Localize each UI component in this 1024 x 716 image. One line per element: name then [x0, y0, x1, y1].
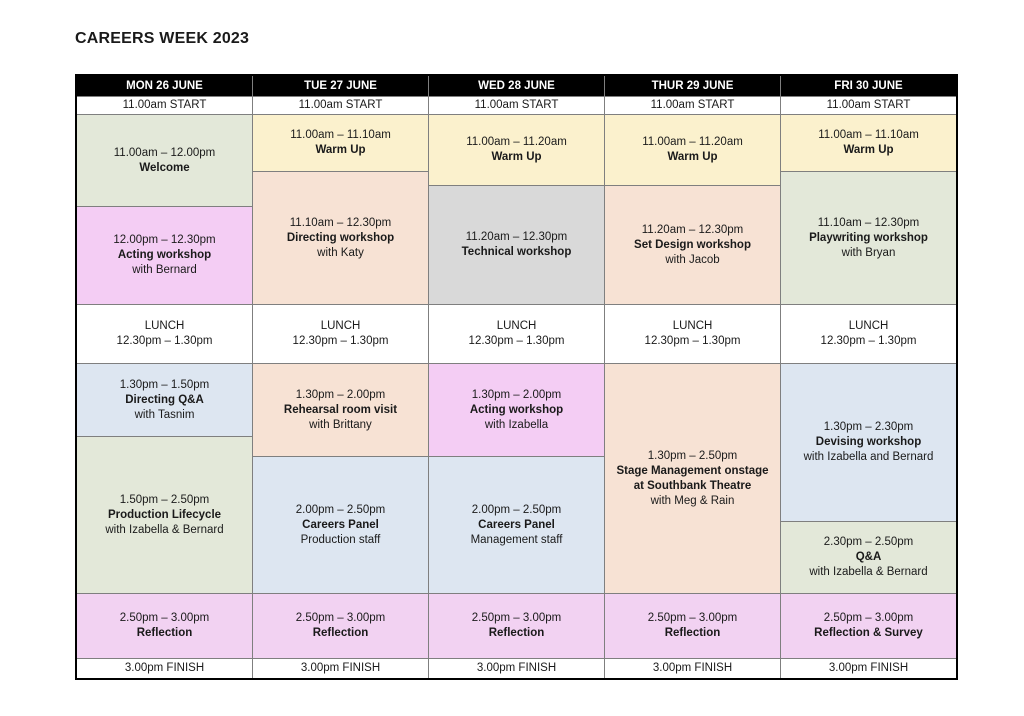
session-cell: [605, 364, 780, 594]
session-cell: [429, 115, 604, 186]
finish-cell: 3.00pm FINISH: [429, 659, 604, 678]
lunch-cell: [605, 305, 780, 364]
session-time: 11.20am – 12.30pm: [465, 231, 568, 243]
session-title: Production Lifecycle: [107, 508, 222, 521]
session-time: 11.00am – 11.20am: [466, 136, 567, 148]
reflection-cell: [605, 594, 780, 659]
lunch-cell: [429, 305, 604, 364]
lunch-cell: [77, 305, 252, 364]
session-title: Warm Up: [667, 151, 718, 163]
reflection-cell: [781, 594, 956, 659]
session-time: 11.10am – 12.30pm: [817, 216, 920, 229]
finish-cell: 3.00pm FINISH: [605, 659, 780, 678]
session-title: Warm Up: [843, 144, 894, 156]
session-presenter: with Bryan: [841, 246, 896, 259]
session-title: Careers Panel: [478, 518, 555, 531]
lunch-label: LUNCH: [496, 320, 537, 332]
session-cell: [429, 457, 604, 594]
lunch-time: 12.30pm – 1.30pm: [644, 335, 741, 347]
start-cell: 11.00am START: [605, 97, 780, 115]
session-title: Q&A: [855, 551, 882, 563]
session-title: Rehearsal room visit: [283, 403, 398, 416]
day-column-thursday: [605, 76, 781, 678]
session-title: Careers Panel: [302, 518, 379, 531]
session-title: Welcome: [139, 161, 190, 174]
finish-cell: 3.00pm FINISH: [253, 659, 428, 678]
lunch-time: 12.30pm – 1.30pm: [292, 335, 389, 347]
session-time: 2.50pm – 3.00pm: [119, 612, 210, 624]
session-time: 11.00am – 12.00pm: [113, 146, 216, 159]
lunch-label: LUNCH: [672, 320, 713, 332]
session-time: 11.10am – 12.30pm: [289, 216, 392, 229]
reflection-cell: [429, 594, 604, 659]
session-cell: [429, 364, 604, 457]
reflection-cell: [77, 594, 252, 659]
session-presenter: Management staff: [470, 533, 563, 546]
session-time: 1.50pm – 2.50pm: [119, 493, 210, 506]
start-cell: 11.00am START: [781, 97, 956, 115]
session-title: Directing workshop: [286, 231, 395, 244]
session-cell: [253, 364, 428, 457]
session-time: 11.20am – 12.30pm: [641, 223, 744, 236]
session-time: 2.50pm – 3.00pm: [823, 612, 914, 624]
session-title: Reflection: [312, 627, 369, 639]
day-column-tuesday: [253, 76, 429, 678]
session-time: 1.30pm – 2.50pm: [647, 449, 738, 462]
session-presenter: with Meg & Rain: [650, 494, 735, 507]
session-time: 12.00pm – 12.30pm: [113, 234, 216, 246]
session-time: 2.30pm – 2.50pm: [823, 536, 914, 548]
session-time: 2.50pm – 3.00pm: [295, 612, 386, 624]
session-time: 1.30pm – 1.50pm: [119, 378, 210, 391]
session-presenter: with Bernard: [132, 264, 197, 276]
session-cell: [77, 207, 252, 305]
session-title: Warm Up: [315, 144, 366, 156]
session-time: 1.30pm – 2.00pm: [471, 388, 562, 401]
session-time: 2.00pm – 2.50pm: [295, 503, 386, 516]
lunch-label: LUNCH: [848, 320, 889, 332]
session-cell: [253, 115, 428, 172]
start-cell: 11.00am START: [253, 97, 428, 115]
day-header: THUR 29 JUNE: [605, 76, 780, 97]
start-cell: 11.00am START: [429, 97, 604, 115]
session-title: Playwriting workshop: [809, 231, 928, 244]
session-cell: [77, 437, 252, 594]
lunch-cell: [781, 305, 956, 364]
session-presenter: with Izabella and Bernard: [803, 451, 934, 463]
session-title: Reflection: [488, 627, 545, 639]
day-column-friday: [781, 76, 956, 678]
session-time: 2.50pm – 3.00pm: [647, 612, 738, 624]
start-cell: 11.00am START: [77, 97, 252, 115]
session-title: Devising workshop: [815, 436, 922, 448]
session-presenter: with Jacob: [665, 253, 720, 266]
session-time: 11.00am – 11.10am: [818, 129, 919, 141]
session-cell: [253, 172, 428, 305]
session-presenter: with Izabella: [484, 418, 549, 431]
session-title: Reflection: [136, 627, 193, 639]
session-presenter: with Izabella & Bernard: [809, 566, 928, 578]
session-title: Directing Q&A: [125, 393, 204, 406]
session-cell: [253, 457, 428, 594]
day-column-wednesday: [429, 76, 605, 678]
day-column-monday: [77, 76, 253, 678]
session-cell: [77, 115, 252, 207]
session-presenter: with Brittany: [309, 418, 372, 431]
session-time: 1.30pm – 2.30pm: [823, 421, 914, 433]
schedule-table: [75, 74, 958, 680]
session-presenter: Production staff: [300, 533, 381, 546]
session-title: Reflection: [664, 627, 721, 639]
session-title: Reflection & Survey: [814, 627, 923, 639]
session-time: 1.30pm – 2.00pm: [295, 388, 386, 401]
day-header: MON 26 JUNE: [77, 76, 252, 97]
session-time: 2.00pm – 2.50pm: [471, 503, 562, 516]
session-cell: [605, 115, 780, 186]
finish-cell: 3.00pm FINISH: [77, 659, 252, 678]
session-cell: [781, 172, 956, 305]
session-cell: [781, 522, 956, 594]
session-title: Technical workshop: [461, 246, 572, 258]
session-cell: [77, 364, 252, 437]
day-header: WED 28 JUNE: [429, 76, 604, 97]
lunch-label: LUNCH: [320, 320, 361, 332]
session-title: Acting workshop: [469, 403, 564, 416]
session-title: Acting workshop: [117, 249, 212, 261]
session-cell: [781, 115, 956, 172]
session-cell: [429, 186, 604, 305]
reflection-cell: [253, 594, 428, 659]
session-time: 11.00am – 11.10am: [290, 129, 391, 141]
session-time: 11.00am – 11.20am: [642, 136, 743, 148]
day-header: TUE 27 JUNE: [253, 76, 428, 97]
page-title: CAREERS WEEK 2023: [75, 30, 250, 47]
lunch-time: 12.30pm – 1.30pm: [468, 335, 565, 347]
session-cell: [605, 186, 780, 305]
session-presenter: with Katy: [317, 246, 364, 259]
day-header: FRI 30 JUNE: [781, 76, 956, 97]
lunch-cell: [253, 305, 428, 364]
session-presenter: with Izabella & Bernard: [105, 523, 224, 536]
session-title: Set Design workshop: [634, 238, 751, 251]
session-cell: [781, 364, 956, 522]
lunch-time: 12.30pm – 1.30pm: [116, 335, 213, 347]
lunch-time: 12.30pm – 1.30pm: [820, 335, 917, 347]
session-presenter: with Tasnim: [134, 408, 195, 421]
session-title: Warm Up: [491, 151, 542, 163]
session-time: 2.50pm – 3.00pm: [471, 612, 562, 624]
finish-cell: 3.00pm FINISH: [781, 659, 956, 678]
lunch-label: LUNCH: [144, 320, 185, 332]
session-title: Stage Management onstage at Southbank Theatre: [616, 464, 769, 492]
